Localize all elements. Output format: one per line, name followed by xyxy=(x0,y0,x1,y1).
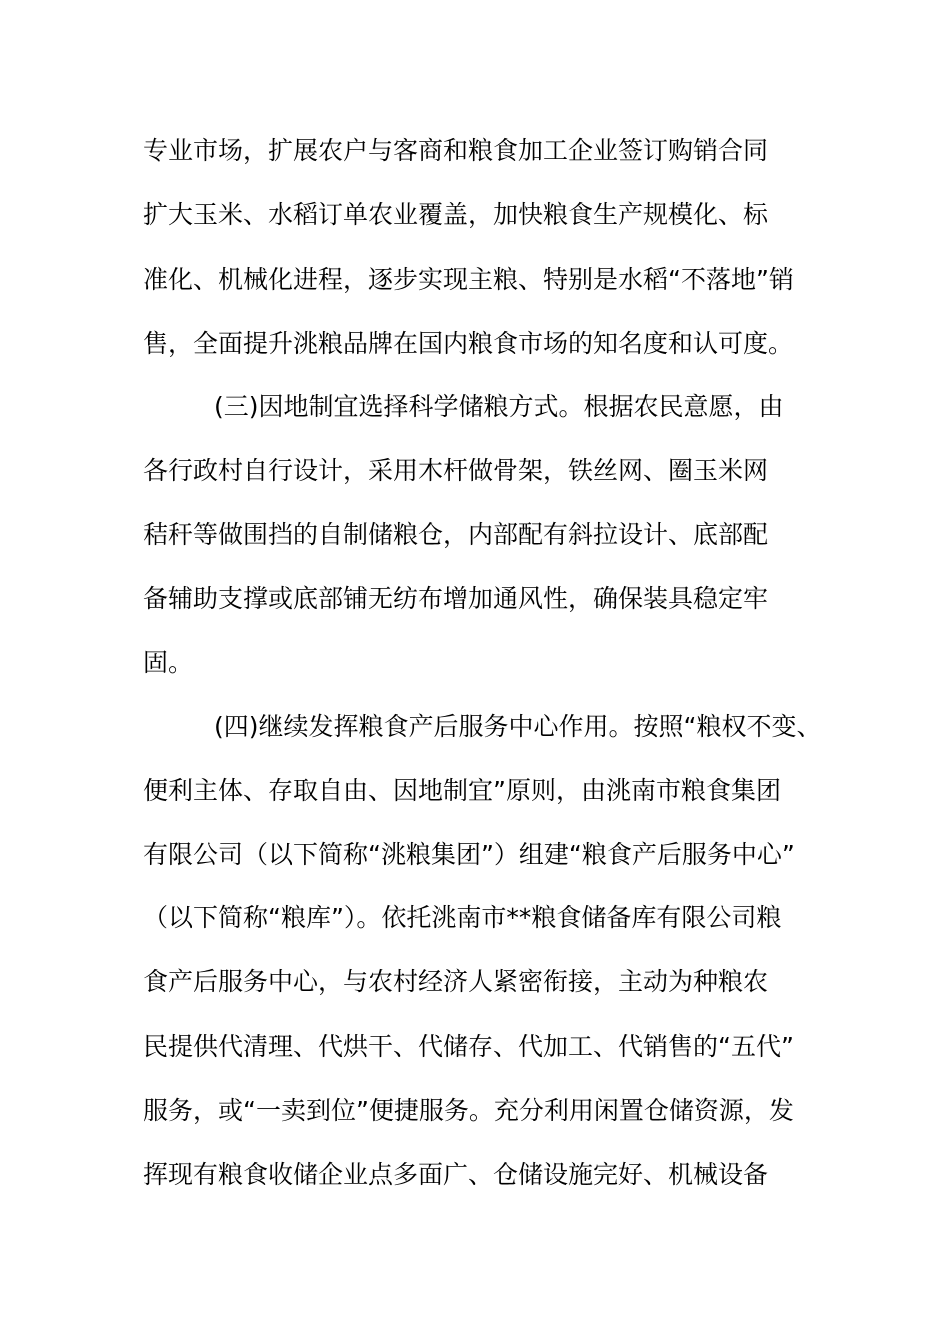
text-line: 准化、机械化进程，逐步实现主粮、特别是水稻“不落地”销 xyxy=(143,265,794,294)
text-line: 有限公司（以下简称“洮粮集团”）组建“粮食产后服务中心” xyxy=(143,840,795,869)
text-line: 各行政村自行设计，采用木杆做骨架，铁丝网、圈玉米网 xyxy=(143,456,769,485)
text-line: 便利主体、存取自由、因地制宜”原则，由洮南市粮食集团 xyxy=(143,776,781,805)
text-line: 专业市场，扩展农户与客商和粮食加工企业签订购销合同 xyxy=(143,136,769,165)
text-line: 售，全面提升洮粮品牌在国内粮食市场的知名度和认可度。 xyxy=(143,329,794,358)
text-line: 扩大玉米、水稻订单农业覆盖，加快粮食生产规模化、标 xyxy=(143,200,769,229)
text-line: 备辅助支撑或底部铺无纺布增加通风性，确保装具稳定牢 xyxy=(143,584,769,613)
text-line: 固。 xyxy=(143,648,194,677)
text-line: （以下简称“粮库”）。依托洮南市**粮食储备库有限公司粮 xyxy=(143,903,782,932)
text-line: 服务，或“一卖到位”便捷服务。充分利用闲置仓储资源，发 xyxy=(143,1096,794,1125)
text-line: 挥现有粮食收储企业点多面广、仓储设施完好、机械设备 xyxy=(143,1160,769,1189)
section-heading-line: (四)继续发挥粮食产后服务中心作用。按照“粮权不变、 xyxy=(214,712,822,741)
text-line: 食产后服务中心，与农村经济人紧密衔接，主动为种粮农 xyxy=(143,967,769,996)
section-heading-line: (三)因地制宜选择科学储粮方式。根据农民意愿，由 xyxy=(214,392,784,421)
text-line: 民提供代清理、代烘干、代储存、代加工、代销售的“五代” xyxy=(143,1032,794,1061)
text-line: 秸秆等做围挡的自制储粮仓，内部配有斜拉设计、底部配 xyxy=(143,520,769,549)
